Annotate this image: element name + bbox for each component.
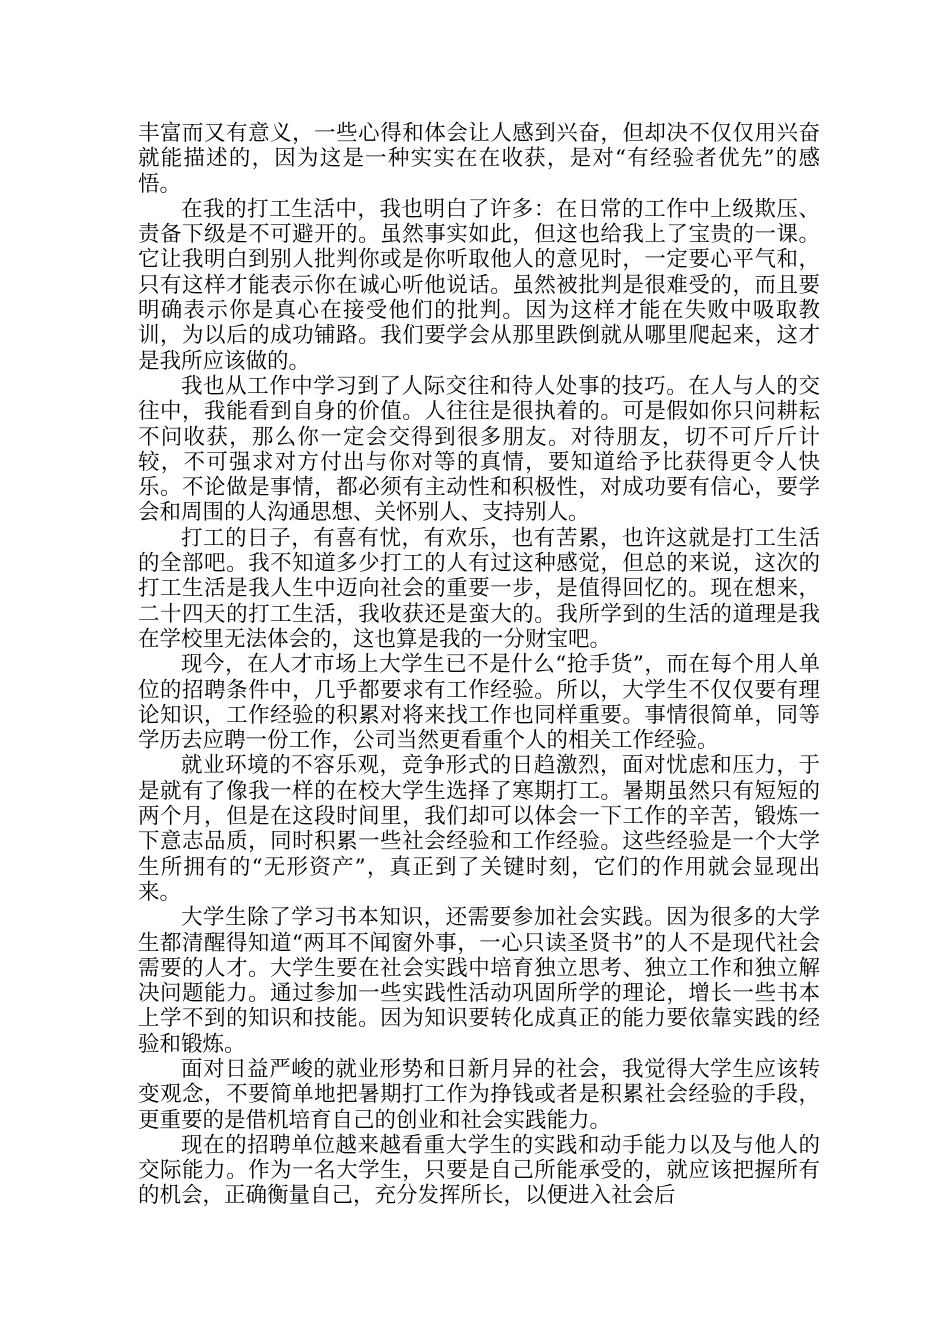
paragraph-2: 在我的打工生活中，我也明白了许多：在日常的工作中上级欺压、责备下级是不可避开的。虽然事实如此，但这也给我上了宝贵的一课。它让我明白到别人批判你或是你听取他人的意见时，一定要心平气和，只有这样才能表示你在诚心听他说话。虽然被批判是很难受的，而且要明确表示你是真心在接受他们的批判。因为这样才能在失败中吸取教训，为以后的成功铺路。我们要学会从那里跌倒就从哪里爬起来，这才是我所应该做的。 — [138, 196, 820, 374]
paragraph-6: 就业环境的不容乐观，竞争形式的日趋激烈，面对忧虑和压力，于是就有了像我一样的在校大学生选择了寒期打工。暑期虽然只有短短的两个月，但是在这段时间里，我们却可以体会一下工作的辛苦，锻炼一下意志品质，同时积累一些社会经验和工作经验。这些经验是一个大学生所拥有的“无形资产”，真正到了关键时刻，它们的作用就会显现出来。 — [138, 753, 820, 905]
paragraph-5: 现今，在人才市场上大学生已不是什么“抢手货”，而在每个用人单位的招聘条件中，几乎都要求有工作经验。所以，大学生不仅仅要有理论知识，工作经验的积累对将来找工作也同样重要。事情很简单，同等学历去应聘一份工作，公司当然更看重个人的相关工作经验。 — [138, 652, 820, 754]
paragraph-3: 我也从工作中学习到了人际交往和待人处事的技巧。在人与人的交往中，我能看到自身的价值。人往往是很执着的。可是假如你只问耕耘不问收获，那么你一定会交得到很多朋友。对待朋友，切不可斤斤计较，不可强求对方付出与你对等的真情，要知道给予比获得更令人快乐。不论做是事情，都必须有主动性和积极性，对成功要有信心，要学会和周围的人沟通思想、关怀别人、支持别人。 — [138, 373, 820, 526]
paragraph-7: 大学生除了学习书本知识，还需要参加社会实践。因为很多的大学生都清醒得知道“两耳不闻窗外事，一心只读圣贤书”的人不是现代社会需要的人才。大学生要在社会实践中培育独立思考、独立工作和独立解决问题能力。通过参加一些实践性活动巩固所学的理论，增长一些书本上学不到的知识和技能。因为知识要转化成真正的能力要依靠实践的经验和锻炼。 — [138, 905, 820, 1057]
paragraph-4: 打工的日子，有喜有忧，有欢乐，也有苦累，也许这就是打工生活的全部吧。我不知道多少打工的人有过这种感觉，但总的来说，这次的打工生活是我人生中迈向社会的重要一步，是值得回忆的。现在想来，二十四天的打工生活，我收获还是蛮大的。我所学到的生活的道理是我在学校里无法体会的，这也算是我的一分财宝吧。 — [138, 525, 820, 652]
paragraph-9: 现在的招聘单位越来越看重大学生的实践和动手能力以及与他人的交际能力。作为一名大学生，只要是自己所能承受的，就应该把握所有的机会，正确衡量自己，充分发挥所长，以便进入社会后 — [138, 1132, 820, 1209]
paragraph-1: 丰富而又有意义，一些心得和体会让人感到兴奋，但却决不仅仅用兴奋就能描述的，因为这是一种实实在在收获，是对“有经验者优先”的感悟。 — [138, 121, 820, 197]
document-body — [138, 121, 820, 1209]
paragraph-8: 面对日益严峻的就业形势和日新月异的社会，我觉得大学生应该转变观念，不要简单地把暑期打工作为挣钱或者是积累社会经验的手段，更重要的是借机培育自己的创业和社会实践能力。 — [138, 1056, 820, 1133]
